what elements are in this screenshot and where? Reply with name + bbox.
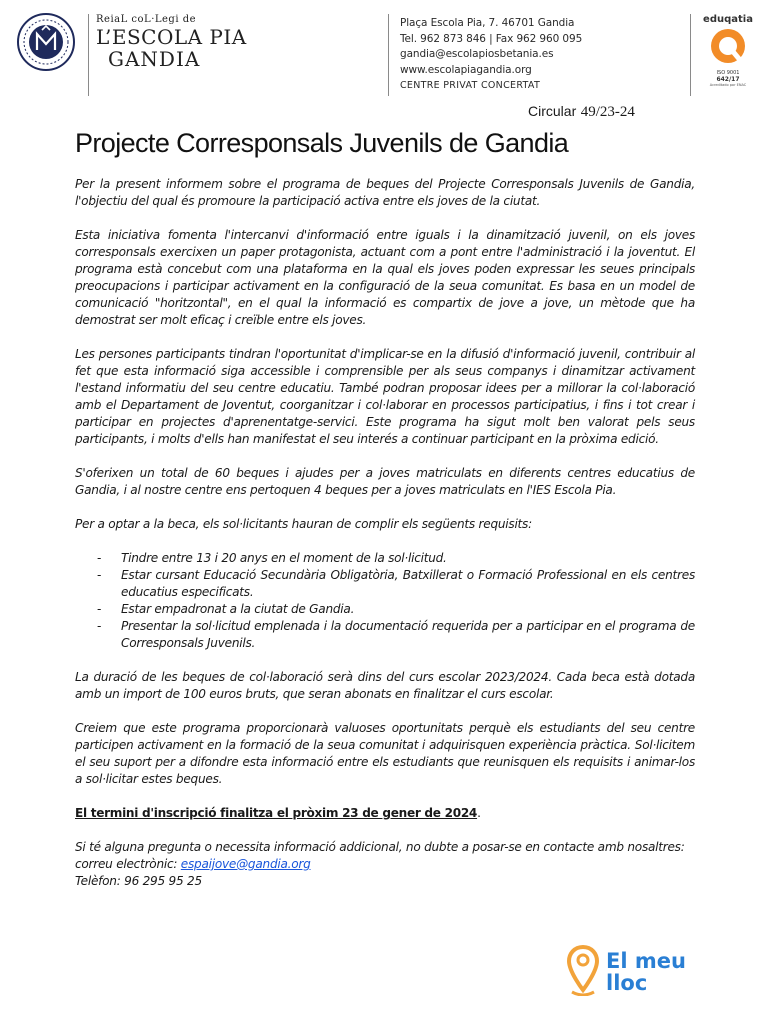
logo-text-line2: lloc xyxy=(606,971,648,995)
requirement-text: Tindre entre 13 i 20 anys en el moment de la sol·licitud. xyxy=(121,551,447,565)
cert-accreditation: Acreditado por ENAC xyxy=(709,83,747,87)
centre-type: CENTRE PRIVAT CONCERTAT xyxy=(400,80,541,91)
paragraph-initiative: Esta iniciativa fomenta l'intercanvi d'informació entre iguals i la dinamització juvenil, on els joves corresponsals exercixen un paper protagonista, actuant com a pont entre l'administració i la joventut. El programa està concebut com una plataforma en la qual els joves poden expressar les seues principals preocupacions i participar activament en la configuració de la seua comunitat. Es basa en un model de comunicació "horitzontal", en el qual la informació es compartix de jove a jove, un mètode que ha demostrat ser molt eficaç i creïble entre els joves. xyxy=(75,228,695,327)
email-link[interactable]: espaijove@gandia.org xyxy=(180,857,311,871)
paragraph-grants: S'oferixen un total de 60 beques i ajudes per a joves matriculats en diferents centres educatius de Gandia, i al nostre centre ens pertoquen 4 beques per a joves matriculats en l'IES Escola Pia. xyxy=(75,466,695,497)
circular-number: 49/23-24 xyxy=(580,104,635,120)
school-phone: Tel. 962 873 846 | Fax 962 960 095 xyxy=(400,32,583,45)
list-item xyxy=(75,550,695,567)
deadline-notice xyxy=(75,805,695,822)
paragraph-closing: Creiem que este programa proporcionarà valuoses oportunitats perquè els estudiants del seu centre participen activament en la formació de la seua comunitat i adquirisquen experiència pràctica. Sol·licitem el seu suport per a difondre esta informació entre els estudiants que reunisquen els requisits i animar-los a sol·licitar estes beques. xyxy=(75,721,695,786)
school-name-line2: L’ESCOLA PIA xyxy=(96,25,247,49)
school-address: Plaça Escola Pia, 7. 46701 Gandia xyxy=(400,17,575,29)
el-meu-lloc-logo xyxy=(566,940,706,1000)
contact-phone: Telèfon: 96 295 95 25 xyxy=(75,874,202,888)
contact-info xyxy=(75,839,695,890)
school-contact xyxy=(400,16,650,94)
list-item xyxy=(75,601,695,618)
paragraph-participants: Les persones participants tindran l'oportunitat d'implicar-se en la difusió d'informació juvenil, contribuir al fet que esta informació siga accessible i comprensible per als seus companys i dinamitzar activament l'estand informatiu del seu centre educatiu. També podran proposar idees per a millorar la col·laboració amb el Departament de Joventut, coorganitzar i col·laborar en processos participatius, i fins i tot crear i participar en projectes d'aprenentatge-servici. Este programa ha sigut molt ben valorat pels seus participants, i molts d'ells han manifestat el seu interés a continuar participant en la pròxima edició. xyxy=(75,347,695,446)
circular-reference xyxy=(528,103,635,121)
bullet-dash: - xyxy=(97,568,102,582)
logo-text-line1: El meu xyxy=(606,949,686,973)
requirement-text: Estar cursant Educació Secundària Obligatòria, Batxillerat o Formació Professional en els centres educatius especificats. xyxy=(121,568,695,599)
cert-iso: ISO 9001 xyxy=(716,70,740,76)
bullet-dash: - xyxy=(97,619,102,633)
deadline-text: El termini d'inscripció finalitza el pròxim 23 de gener de 2024 xyxy=(75,806,478,820)
circular-label: Circular xyxy=(528,103,577,119)
requirements-list xyxy=(75,550,695,652)
requirement-text: Presentar la sol·licitud emplenada i la documentació requerida per a participar en el programa de Corresponsals Juvenils. xyxy=(121,619,695,650)
deadline-period: . xyxy=(477,806,481,820)
bullet-dash: - xyxy=(97,551,102,565)
school-name-line3: GANDIA xyxy=(108,47,201,71)
quality-certificate xyxy=(698,14,758,88)
list-item xyxy=(75,618,695,652)
header-divider xyxy=(690,14,691,96)
page-title: Projecte Corresponsals Juvenils de Gandia xyxy=(75,128,569,158)
school-name-line1: ReiaL coL·Legi de xyxy=(96,14,197,25)
quality-q-icon xyxy=(706,26,750,66)
location-pin-icon xyxy=(566,944,600,996)
cert-brand: eduqatia xyxy=(703,14,753,25)
school-web: www.escolapiagandia.org xyxy=(400,63,532,76)
letter-body xyxy=(75,176,695,890)
header-divider xyxy=(88,14,89,96)
header-divider xyxy=(388,14,389,96)
cert-number: 642/17 xyxy=(716,76,740,83)
list-item xyxy=(75,567,695,601)
school-name xyxy=(96,14,276,70)
letterhead xyxy=(0,0,768,100)
requirement-text: Estar empadronat a la ciutat de Gandia. xyxy=(121,602,355,616)
paragraph-intro: Per la present informem sobre el programa de beques del Projecte Corresponsals Juvenils de Gandia, l'objectiu del qual és promoure la participació activa entre els joves de la ciutat. xyxy=(75,177,695,208)
paragraph-requirements-intro: Per a optar a la beca, els sol·licitants hauran de complir els següents requisits: xyxy=(75,517,532,531)
paragraph-duration: La duració de les beques de col·laboració serà dins del curs escolar 2023/2024. Cada beca està dotada amb un import de 100 euros bruts, que seran abonats en finalitzar el curs escolar. xyxy=(75,670,695,701)
contact-intro: Si té alguna pregunta o necessita informació addicional, no dubte a posar-se en contacte amb nosaltres: xyxy=(75,840,685,854)
school-email: gandia@escolapiosbetania.es xyxy=(400,48,554,60)
bullet-dash: - xyxy=(97,602,102,616)
email-label: correu electrònic: xyxy=(75,857,181,871)
school-seal-icon xyxy=(16,12,76,72)
